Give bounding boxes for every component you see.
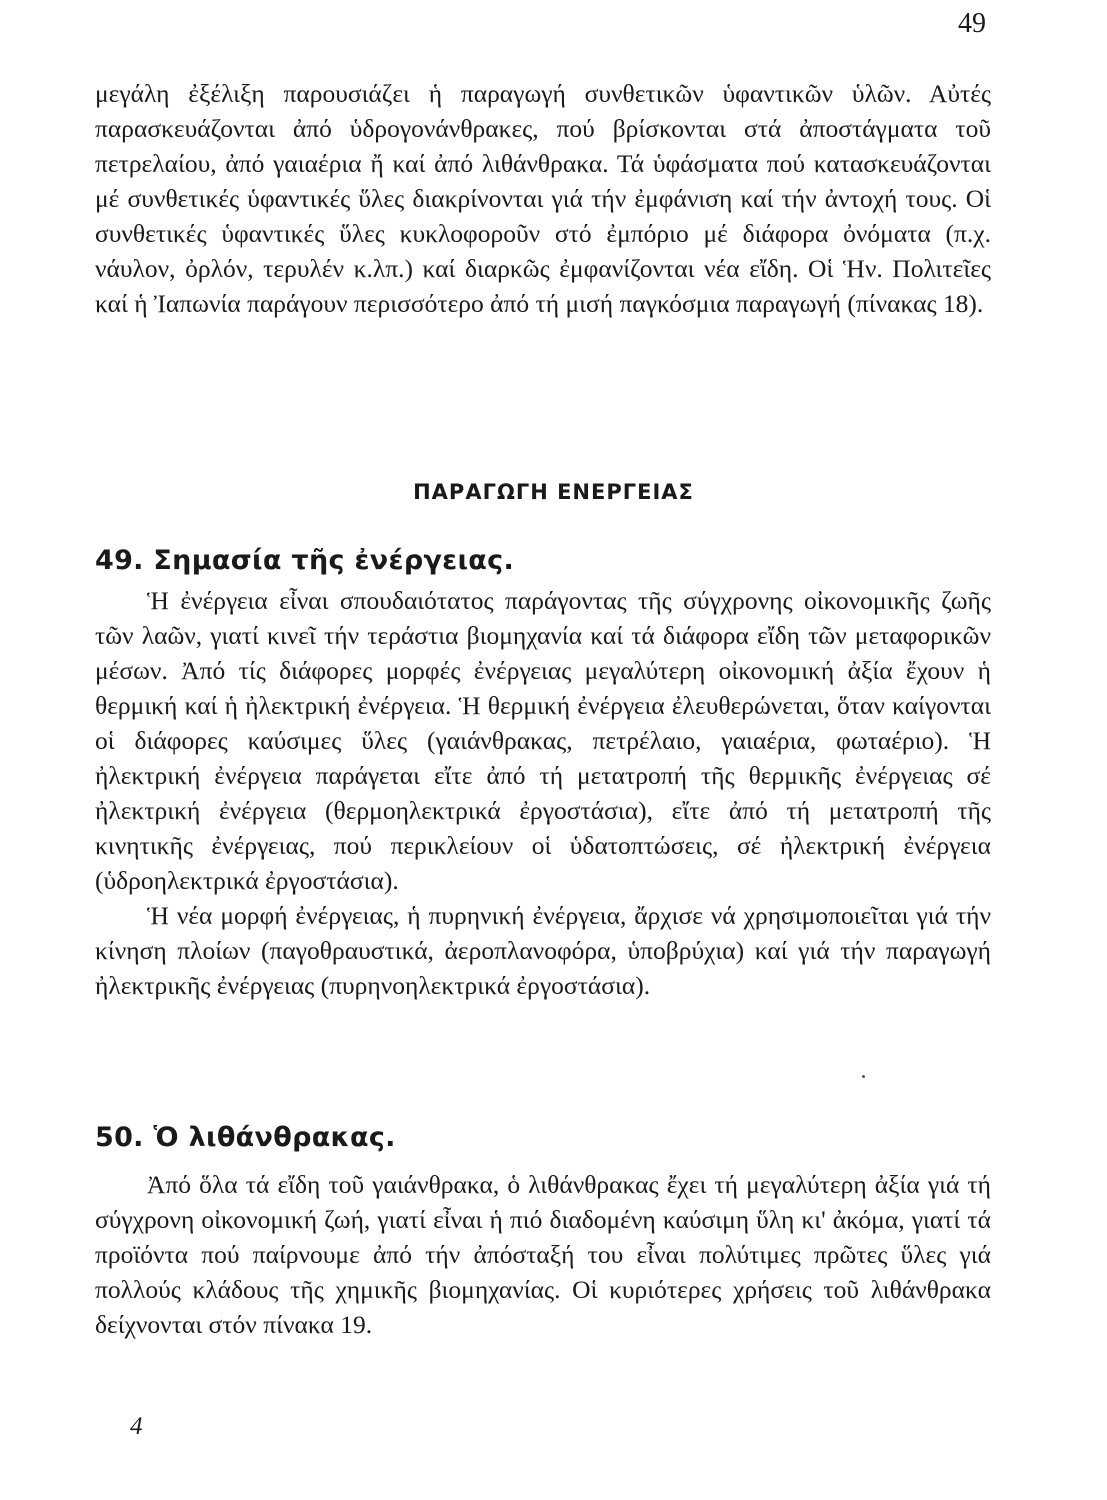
printer-signature-mark: 4 xyxy=(130,1413,143,1440)
subsection-49-title: 49. Σημασία τῆς ἐνέργειας. xyxy=(95,545,514,576)
subsection-50-paragraph-1: Ἀπό ὅλα τά εἴδη τοῦ γαιάνθρακα, ὁ λιθάνθρακας ἔχει τή μεγαλύτερη ἀξία γιά τή σύγχρονη οἰκονομική ζωή, γιατί εἶναι ἡ πιό διαδομένη καύσιμη ὕλη κι' ἀκόμα, γιατί τά προϊόντα πού παίρνουμε ἀπό τήν ἀπόσταξή του εἶναι πολύτιμες πρῶτες ὕλες γιά πολλούς κλάδους τῆς χημικῆς βιομηχανίας. Οἱ κυριότερες χρήσεις τοῦ λιθάνθρακα δείχνονται στόν πίνακα 19. xyxy=(95,1170,991,1339)
subsection-49-paragraph-2: Ἡ νέα μορφή ἐνέργειας, ἡ πυρηνική ἐνέργεια, ἄρχισε νά χρησιμοποιεῖται γιά τήν κίνηση πλοίων (παγοθραυστικά, ἀεροπλανοφόρα, ὑποβρύχια) καί γιά τήν παραγωγή ἠλεκτρικῆς ἐνέργειας (πυρηνοηλεκτρικά ἐργοστάσια). xyxy=(95,901,991,1000)
intro-text-block xyxy=(95,76,991,321)
section-heading: ΠΑΡΑΓΩΓΗ ΕΝΕΡΓΕΙΑΣ xyxy=(413,480,694,504)
subsection-49-paragraph-1: Ἡ ἐνέργεια εἶναι σπουδαιότατος παράγοντας τῆς σύγχρονης οἰκονομικῆς ζωῆς τῶν λαῶν, γιατί κινεῖ τήν τεράστια βιομηχανία καί τά διάφορα εἴδη τῶν μεταφορικῶν μέσων. Ἀπό τίς διάφορες μορφές ἐνέργειας μεγαλύτερη οἰκονομική ἀξία ἔχουν ἡ θερμική καί ἡ ἠλεκτρική ἐνέργεια. Ἡ θερμική ἐνέργεια ἐλευθερώνεται, ὅταν καίγονται οἱ διάφορες καύσιμες ὕλες (γαιάνθρακας, πετρέλαιο, γαιαέρια, φωταέριο). Ἡ ἠλεκτρική ἐνέργεια παράγεται εἴτε ἀπό τή μετατροπή τῆς θερμικῆς ἐνέργειας σέ ἠλεκτρική ἐνέργεια (θερμοηλεκτρικά ἐργοστάσια), εἴτε ἀπό τή μετατροπή τῆς κινητικῆς ἐνέργειας, πού περικλείουν οἱ ὑδατοπτώσεις, σέ ἠλεκτρική ἐνέργεια (ὑδροηλεκτρικά ἐργοστάσια). xyxy=(95,586,991,895)
subsection-49-text-block xyxy=(95,583,991,1003)
subsection-50-text-block xyxy=(95,1167,991,1342)
page-number: 49 xyxy=(958,8,986,39)
subsection-50-title: 50. Ὁ λιθάνθρακας. xyxy=(95,1122,396,1153)
intro-paragraph: μεγάλη ἐξέλιξη παρουσιάζει ἡ παραγωγή συνθετικῶν ὑφαντικῶν ὑλῶν. Αὐτές παρασκευάζονται ἀπό ὑδρογονάνθρακες, πού βρίσκονται στά ἀποστάγματα τοῦ πετρελαίου, ἀπό γαιαέρια ἤ καί ἀπό λιθάνθρακα. Τά ὑφάσματα πού κατασκευάζονται μέ συνθετικές ὑφαντικές ὕλες διακρίνονται γιά τήν ἐμφάνιση καί τήν ἀντοχή τους. Οἱ συνθετικές ὑφαντικές ὕλες κυκλοφοροῦν στό ἐμπόριο μέ διάφορα ὀνόματα (π.χ. νάυλον, ὀρλόν, τερυλέν κ.λπ.) καί διαρκῶς ἐμφανίζονται νέα εἴδη. Οἱ Ἡν. Πολιτεῖες καί ἡ Ἰαπωνία παράγουν περισσότερο ἀπό τή μισή παγκόσμια παραγωγή (πίνακας 18). xyxy=(95,79,991,318)
print-speck xyxy=(862,1075,865,1078)
